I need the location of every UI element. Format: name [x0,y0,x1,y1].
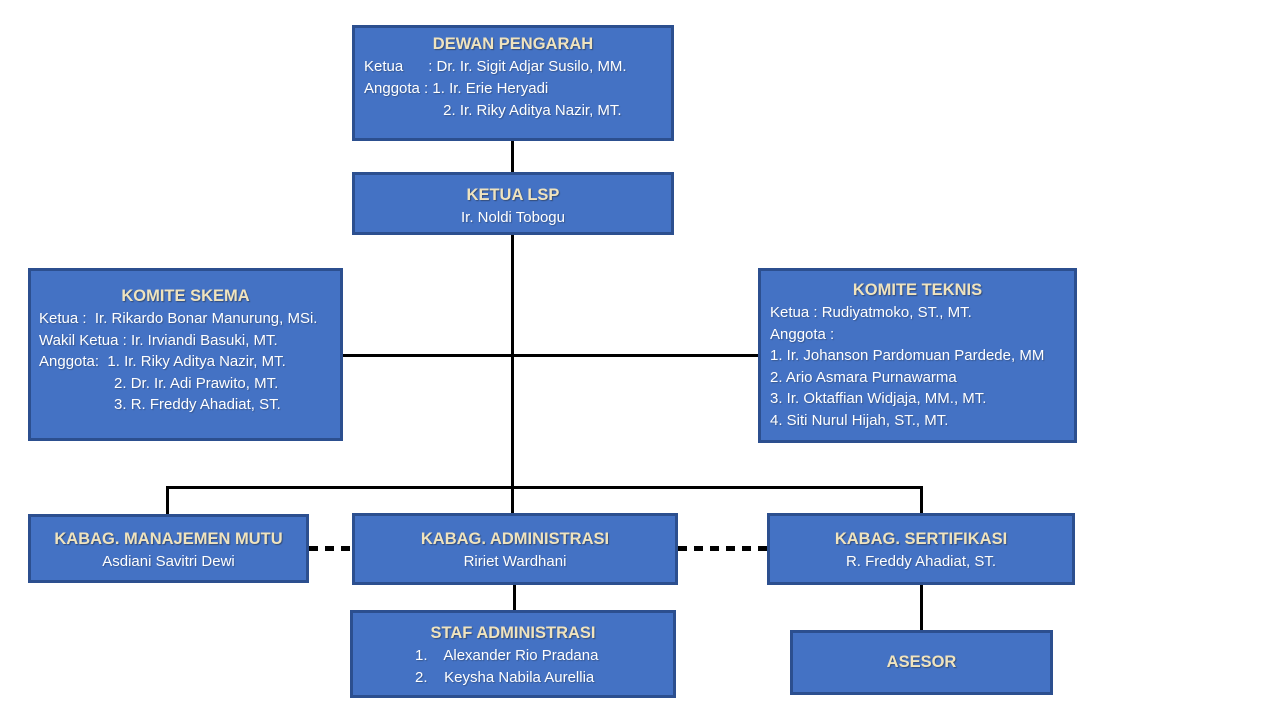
connector-komite-skema-to-komite-teknis [343,354,758,357]
org-box-staf-administrasi [350,610,676,698]
connector-drop-to-kabag-sertifikasi [920,486,923,513]
box-member-line: 2. Dr. Ir. Adi Prawito, MT. [39,374,279,392]
org-box-kabag-manajemen-mutu [28,514,309,583]
dashed-connector-mutu-administrasi [309,546,352,551]
connector-dewan-to-ketua [511,141,514,172]
org-box-komite-skema [28,268,343,441]
org-box-dewan-pengarah [352,25,674,141]
box-title: KABAG. ADMINISTRASI [420,530,610,548]
box-title: DEWAN PENGARAH [432,35,594,53]
box-member-line: Asdiani Savitri Dewi [102,553,235,570]
box-title: STAF ADMINISTRASI [430,624,596,642]
box-title: KOMITE SKEMA [121,287,250,305]
box-member-line: 2. Keysha Nabila Aurellia [415,668,595,686]
org-box-kabag-administrasi [352,513,678,585]
org-box-komite-teknis [758,268,1077,443]
box-member-line: R. Freddy Ahadiat, ST. [845,553,997,570]
box-member-line: Ir. Noldi Tobogu [461,209,565,226]
box-member-line: Ketua : Dr. Ir. Sigit Adjar Susilo, MM. [364,58,627,75]
box-member-line: 3. Ir. Oktaffian Widjaja, MM., MT. [770,390,987,407]
box-member-line: Anggota : [770,325,835,343]
box-title: KETUA LSP [466,186,560,204]
box-member-line: 2. Ir. Riky Aditya Nazir, MT. [364,102,622,119]
box-title: KABAG. SERTIFIKASI [834,530,1008,548]
connector-sertifikasi-to-asesor [920,585,923,630]
box-member-line: 4. Siti Nurul Hijah, ST., MT. [770,411,949,429]
box-title: KOMITE TEKNIS [852,281,983,299]
org-box-asesor [790,630,1053,695]
connector-administrasi-to-staf [513,585,516,610]
box-member-line: Ririet Wardhani [463,553,567,570]
connector-kabag-row-horizontal [166,486,923,489]
box-member-line: Anggota: 1. Ir. Riky Aditya Nazir, MT. [39,353,286,370]
box-member-line: Ketua : Rudiyatmoko, ST., MT. [770,304,972,321]
connector-drop-to-kabag-manajemen-mutu [166,486,169,514]
box-member-line: 1. Alexander Rio Pradana [415,647,599,664]
box-member-line: Ketua : Ir. Rikardo Bonar Manurung, MSi. [39,310,318,327]
box-title: KABAG. MANAJEMEN MUTU [54,530,283,548]
org-box-ketua-lsp [352,172,674,235]
box-member-line: Anggota : 1. Ir. Erie Heryadi [364,80,549,97]
box-member-line: 3. R. Freddy Ahadiat, ST. [39,396,281,413]
dashed-connector-administrasi-sertifikasi [678,546,767,551]
box-member-line: 2. Ario Asmara Purnawarma [770,368,957,386]
box-member-line: 1. Ir. Johanson Pardomuan Pardede, MM [770,347,1045,364]
box-title: ASESOR [886,653,957,671]
org-box-kabag-sertifikasi [767,513,1075,585]
connector-ketua-to-kabag-administrasi [511,235,514,513]
box-member-line: Wakil Ketua : Ir. Irviandi Basuki, MT. [39,331,278,349]
